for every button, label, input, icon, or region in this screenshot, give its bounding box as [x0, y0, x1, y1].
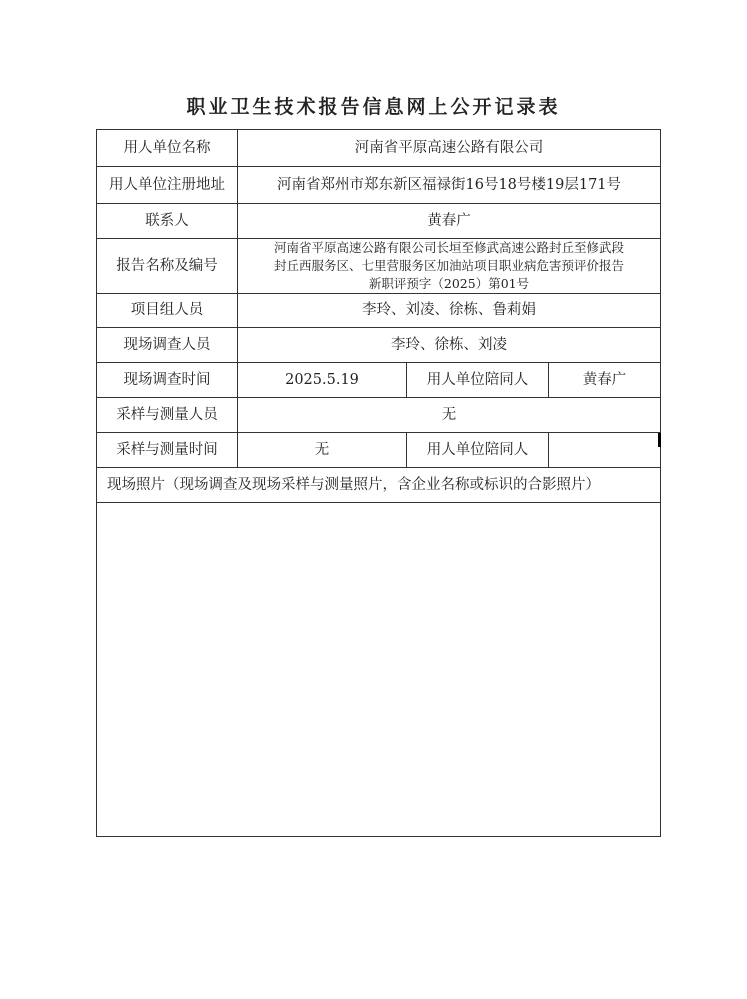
- label: 用人单位名称: [97, 130, 238, 167]
- report-line-2: 封丘西服务区、七里营服务区加油站项目职业病危害预评价报告: [274, 258, 625, 273]
- row-contact: [97, 204, 661, 239]
- value: 2025.5.19: [238, 363, 407, 398]
- companion-label: 用人单位陪同人: [407, 433, 549, 468]
- record-table: [96, 129, 661, 837]
- value: [238, 239, 661, 294]
- label: 报告名称及编号: [97, 239, 238, 294]
- page-title: 职业卫生技术报告信息网上公开记录表: [186, 96, 561, 118]
- companion: 黄春广: [549, 363, 661, 398]
- row-photos-area: [97, 503, 661, 837]
- row-address: [97, 167, 661, 204]
- label: 采样与测量人员: [97, 398, 238, 433]
- value: 河南省郑州市郑东新区福禄街16号18号楼19层171号: [238, 167, 661, 204]
- label: 联系人: [97, 204, 238, 239]
- row-survey-staff: [97, 328, 661, 363]
- companion: [549, 433, 661, 468]
- row-report: [97, 239, 661, 294]
- label: 现场调查人员: [97, 328, 238, 363]
- row-unit-name: [97, 130, 661, 167]
- row-sampling-time: [97, 433, 661, 468]
- label: 现场调查时间: [97, 363, 238, 398]
- value: 河南省平原高速公路有限公司: [238, 130, 661, 167]
- photos-area: [97, 503, 661, 837]
- label: 项目组人员: [97, 294, 238, 328]
- border-mark: [658, 433, 661, 447]
- label: 采样与测量时间: [97, 433, 238, 468]
- row-sampling-staff: [97, 398, 661, 433]
- row-team: [97, 294, 661, 328]
- value: 无: [238, 398, 661, 433]
- report-line-1: 河南省平原高速公路有限公司长垣至修武高速公路封丘至修武段: [274, 240, 625, 255]
- photos-label: 现场照片（现场调查及现场采样与测量照片，含企业名称或标识的合影照片）: [97, 468, 661, 503]
- value: 李玲、刘凌、徐栋、鲁莉娟: [238, 294, 661, 328]
- value: 李玲、徐栋、刘凌: [238, 328, 661, 363]
- label: 用人单位注册地址: [97, 167, 238, 204]
- value: 无: [238, 433, 407, 468]
- value: 黄春广: [238, 204, 661, 239]
- row-survey-time: [97, 363, 661, 398]
- report-line-3: 新职评预字（2025）第01号: [368, 276, 530, 291]
- companion-label: 用人单位陪同人: [407, 363, 549, 398]
- row-photos-label: [97, 468, 661, 503]
